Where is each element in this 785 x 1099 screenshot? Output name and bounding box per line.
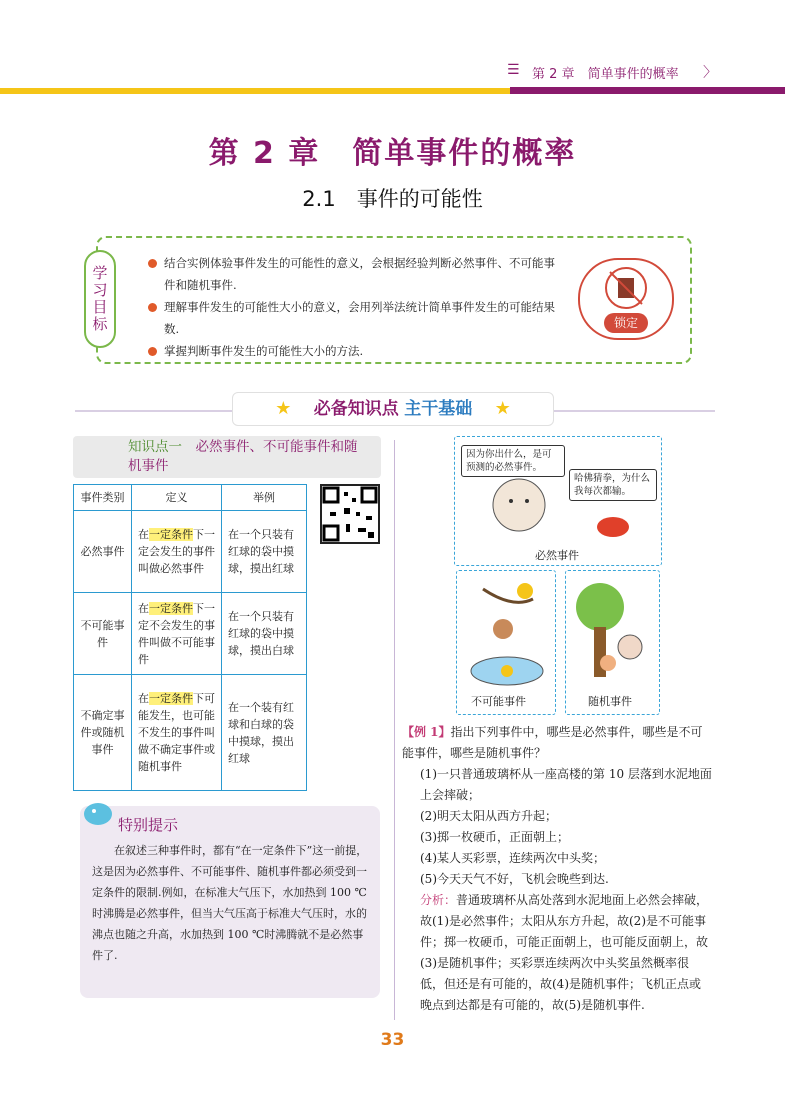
illustration-certain-event xyxy=(454,436,662,566)
example-item: (3)掷一枚硬币，正面朝上； xyxy=(420,830,569,844)
target-badge-label: 锁定 xyxy=(604,313,648,333)
table-cell-type: 必然事件 xyxy=(74,511,132,593)
table-row xyxy=(74,675,307,791)
illustration-impossible-event xyxy=(456,570,556,715)
example-item: (5)今天天气不好，飞机会晚些到达. xyxy=(420,872,609,886)
caption-certain: 必然事件 xyxy=(535,549,579,562)
monkey-moon-icon xyxy=(463,579,551,689)
caption-impossible: 不可能事件 xyxy=(471,695,526,708)
example-label: 【例 1】 xyxy=(402,725,451,739)
table-cell-example: 在一个只装有红球的袋中摸球，摸出红球 xyxy=(222,511,307,593)
table-cell-definition: 在一定条件下一定不会发生的事件叫做不可能事件 xyxy=(132,593,222,675)
banner-part1: 必备知识点 xyxy=(313,399,399,419)
analysis-label: 分析： xyxy=(420,893,457,907)
example-item: (2)明天太阳从西方升起； xyxy=(420,809,557,823)
table-cell-definition: 在一定条件下一定会发生的事件叫做必然事件 xyxy=(132,511,222,593)
qr-code-icon[interactable] xyxy=(320,484,380,544)
section-title: 2.1 事件的可能性 xyxy=(302,187,483,211)
archer-target-icon xyxy=(580,260,672,320)
speech-bubble: 因为你出什么，是可预测的必然事件。 xyxy=(461,445,565,477)
column-divider xyxy=(394,440,395,1020)
speech-bubble: 哈佛猜拳，为什么我每次都输。 xyxy=(569,469,657,501)
learning-goals-tag: 学习目标 xyxy=(84,250,116,348)
table-cell-type: 不可能事件 xyxy=(74,593,132,675)
moon-crab-icon xyxy=(483,477,653,547)
analysis-text: 普通玻璃杯从高处落到水泥地面上必然会摔破，故(1)是必然事件；太阳从东方升起，故(2)是不可能事件；掷一枚硬币，可能正面朝上，也可能反面朝上，故(3)是随机事件；买彩票连续两次中头奖虽然概率很低，但还是有可能的，故(4)是随机事件；飞机正点或晚点到达都是有可能的，故(5)是随机事件. xyxy=(420,893,709,1012)
example-1 xyxy=(402,722,712,1016)
special-tip-text: 在叙述三种事件时，都有“在一定条件下”这一前提，这是因为必然事件、不可能事件、随机事件都必须受到一定条件的限制.例如，在标准大气压下，水加热到 100 ℃时沸腾是必然事件，但当大气压高于标准大气压时，水的沸点也随之升高，水加热到 100 ℃时沸腾就不是必然事件了. xyxy=(92,844,368,962)
goal-item: 理解事件发生的可能性大小的意义，会用列举法统计简单事件发生的可能结果数. xyxy=(148,296,558,340)
goal-item: 结合实例体验事件发生的可能性的意义，会根据经验判断必然事件、不可能事件和随机事件. xyxy=(148,252,558,296)
table-header: 举例 xyxy=(222,485,307,511)
example-question xyxy=(402,722,712,764)
section-banner xyxy=(232,392,554,426)
knowledge-point-number: 知识点一 xyxy=(128,439,182,455)
header-chapter-name: 简单事件的概率 xyxy=(587,67,679,82)
table-header: 事件类别 xyxy=(74,485,132,511)
header-chapter xyxy=(532,63,679,82)
illustration-random-event xyxy=(565,570,660,715)
special-tip-title: 特别提示 xyxy=(118,816,179,834)
table-row xyxy=(74,511,307,593)
star-icon: ★ xyxy=(494,398,511,419)
chapter-title: 第 2 章 简单事件的概率 xyxy=(208,136,577,171)
goal-item: 掌握判断事件发生的可能性大小的方法. xyxy=(148,340,558,362)
learning-goals-list xyxy=(148,252,558,362)
banner-part2: 主干基础 xyxy=(404,399,473,419)
example-analysis xyxy=(402,890,712,1016)
header-bar-purple xyxy=(510,87,785,94)
event-types-table xyxy=(73,484,307,791)
page-number: 33 xyxy=(380,1030,405,1050)
elephant-icon xyxy=(80,798,116,828)
example-item: (4)某人买彩票，连续两次中头奖； xyxy=(420,851,605,865)
caption-random: 随机事件 xyxy=(588,695,632,708)
table-cell-type: 不确定事件或随机事件 xyxy=(74,675,132,791)
example-item: (1)一只普通玻璃杯从一座高楼的第 10 层落到水泥地面上会摔破； xyxy=(420,767,712,802)
table-cell-definition: 在一定条件下可能发生，也可能不发生的事件叫做不确定事件或随机事件 xyxy=(132,675,222,791)
table-header: 定义 xyxy=(132,485,222,511)
table-cell-example: 在一个只装有红球的袋中摸球，摸出白球 xyxy=(222,593,307,675)
knowledge-point-title xyxy=(128,438,368,476)
table-header-row xyxy=(74,485,307,511)
header-chapter-number: 第 2 章 xyxy=(532,67,575,82)
example-question-text: 指出下列事件中，哪些是必然事件，哪些是不可能事件，哪些是随机事件？ xyxy=(402,725,703,760)
knowledge-point-name: 必然事件、不可能事件和随机事件 xyxy=(128,439,358,474)
tree-rabbit-icon xyxy=(570,577,656,689)
star-icon: ★ xyxy=(275,398,292,419)
chevron-right-icon[interactable]: 〉 xyxy=(703,65,717,81)
table-cell-example: 在一个装有红球和白球的袋中摸球，摸出红球 xyxy=(222,675,307,791)
header-bar-yellow xyxy=(0,88,510,94)
table-row xyxy=(74,593,307,675)
menu-icon[interactable]: ☰ xyxy=(507,62,520,78)
